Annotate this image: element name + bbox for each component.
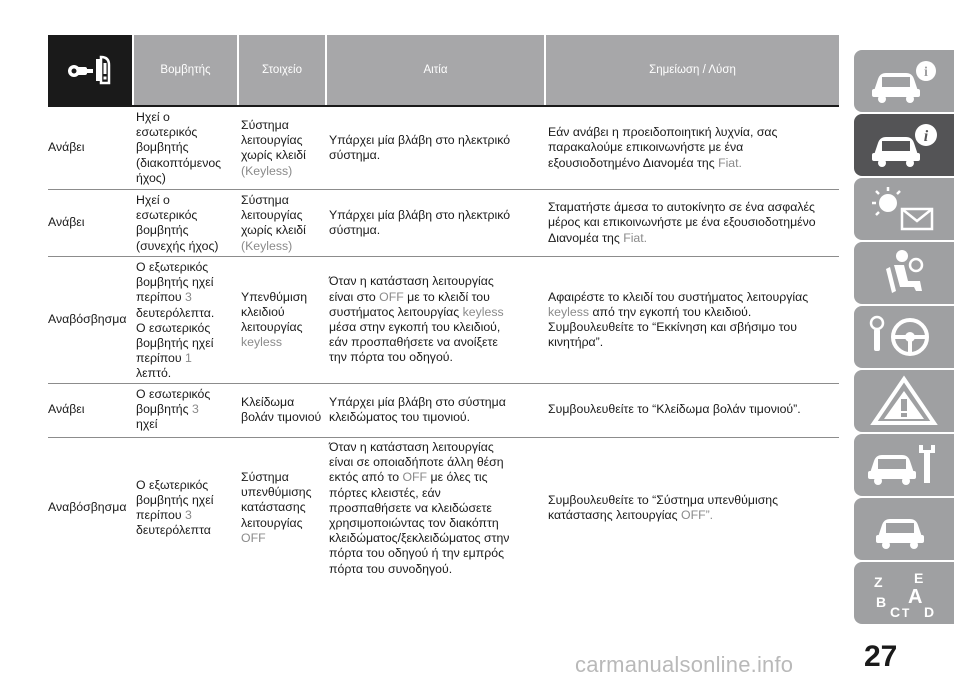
row3-solution: Αφαιρέστε το κλειδί του συστήματος λειτουργίας keyless από την εγκοπή του κλειδιού. Συμβουλευθείτε το “Εκκίνηση και σβήσιμο του κινητήρα”. [548,289,809,350]
tab-car-info-active[interactable] [854,114,954,176]
header-underline [48,105,839,107]
row5-cause: Όταν η κατάσταση λειτουργίας είναι σε οποιαδήποτε άλλη θέση εκτός από το OFF με όλες τις πόρτες κλειστές, εάν προσπαθήσετε να κλειδώσετε χρησιμοποιώντας τον διακόπτη κλειδώματος/ξεκλειδώματος στην πόρτα του οδηγού ή την εμπρός πόρτα του συνοδηγού. [329,440,510,576]
row1-cause: Υπάρχει μία βλάβη στο ηλεκτρικό σύστημα. [329,132,511,162]
header-solution: Σημείωση / Λύση [546,35,839,105]
row-separator [48,189,839,190]
tab-starting-driving[interactable] [854,306,954,368]
tab-warning-lights[interactable] [854,178,954,240]
row2-solution: Σταματήστε άμεσα το αυτοκίνητο σε ένα ασφαλές μέρος και επικοινωνήστε με ένα εξουσιοδοτημένο Διανομέα της Fiat. [548,200,816,245]
index-letter: E [914,570,924,586]
header-cause: Αιτία [327,35,544,105]
row2-buzzer: Ηχεί ο εσωτερικός βομβητής (συνεχής ήχος) [136,193,219,253]
index-letter: A [908,586,923,608]
row4-element: Κλείδωμα βολάν τιμονιού [241,394,322,424]
svg-text:i: i [923,128,929,145]
row-separator [48,256,839,257]
header-element: Στοιχείο [239,35,325,105]
tab-technical-data[interactable] [854,498,954,560]
warning-light-envelope-icon [864,183,944,235]
car-wrench-icon [864,439,944,491]
header-buzzer: Βομβητής [134,35,237,105]
row5-buzzer: Ο εξωτερικός βομβητής ηχεί περίπου 3 δευτερόλεπτα [136,477,214,538]
page-number: 27 [864,640,898,673]
tab-maintenance[interactable] [854,434,954,496]
row2-cause: Υπάρχει μία βλάβη στο ηλεκτρικό σύστημα. [329,207,511,237]
tab-safety[interactable] [854,242,954,304]
row4-solution: Συμβουλευθείτε το “Κλείδωμα βολάν τιμονιού”. [548,402,801,417]
row-separator [48,437,839,438]
warning-triangle-icon [864,375,944,427]
row3-cause: Όταν η κατάσταση λειτουργίας είναι στο OFF με το κλειδί του συστήματος λειτουργίας keyless μέσα στην εγκοπή του κλειδιού, εάν προσπαθήσετε να ανοίξετε την πόρτα του οδηγού. [329,274,504,365]
row1-element: Σύστημα λειτουργίας χωρίς κλειδί (Keyless) [241,118,306,178]
tab-emergency[interactable] [854,370,954,432]
car-specs-icon [864,503,944,555]
row5-solution: Συμβουλευθείτε το “Σύστημα υπενθύμισης κατάστασης λειτουργίας OFF”. [548,492,779,522]
index-letter: T [902,606,910,619]
row-separator [48,383,839,384]
car-info-icon [864,55,944,107]
warning-light-icon-cell [48,35,132,105]
keyless-warning-icon [65,53,115,87]
row4-buzzer: Ο εσωτερικός βομβητής 3 ηχεί [136,387,211,432]
watermark: carmanualsonline.info [575,652,794,677]
tab-index[interactable] [854,562,954,624]
index-letter: D [924,604,935,619]
alphabet-index-icon [864,567,944,619]
row1-status: Ανάβει [48,140,85,155]
index-letter: B [876,594,887,610]
row2-element: Σύστημα λειτουργίας χωρίς κλειδί (Keyless) [241,193,306,253]
row4-cause: Υπάρχει μία βλάβη στο σύστημα κλειδώματος του τιμονιού. [329,394,506,424]
row3-element: Υπενθύμιση κλειδιού λειτουργίας keyless [241,289,308,350]
index-letter: Z [874,574,883,590]
row3-buzzer: Ο εξωτερικός βομβητής ηχεί περίπου 3 δευτερόλεπτα. Ο εσωτερικός βομβητής ηχεί περίπου 1 λεπτό. [136,260,215,381]
row5-element: Σύστημα υπενθύμισης κατάστασης λειτουργίας OFF [241,469,312,545]
svg-text:i: i [924,65,928,80]
seated-person-airbag-icon [864,247,944,299]
row4-status: Ανάβει [48,402,85,417]
index-letter: C [890,604,901,619]
car-info-active-icon [864,119,944,171]
row3-status: Αναβόσβησμα [48,312,127,327]
tab-car-info[interactable] [854,50,954,112]
row2-status: Ανάβει [48,215,85,230]
row1-solution: Εάν ανάβει η προειδοποιητική λυχνία, σας παρακαλούμε επικοινωνήστε με ένα εξουσιοδοτημένο Διανομέα της Fiat. [548,125,778,170]
steering-wheel-key-icon [864,311,944,363]
row5-status: Αναβόσβησμα [48,500,127,515]
row1-buzzer: Ηχεί ο εσωτερικός βομβητής (διακοπτόμενος ήχος) [136,110,222,185]
